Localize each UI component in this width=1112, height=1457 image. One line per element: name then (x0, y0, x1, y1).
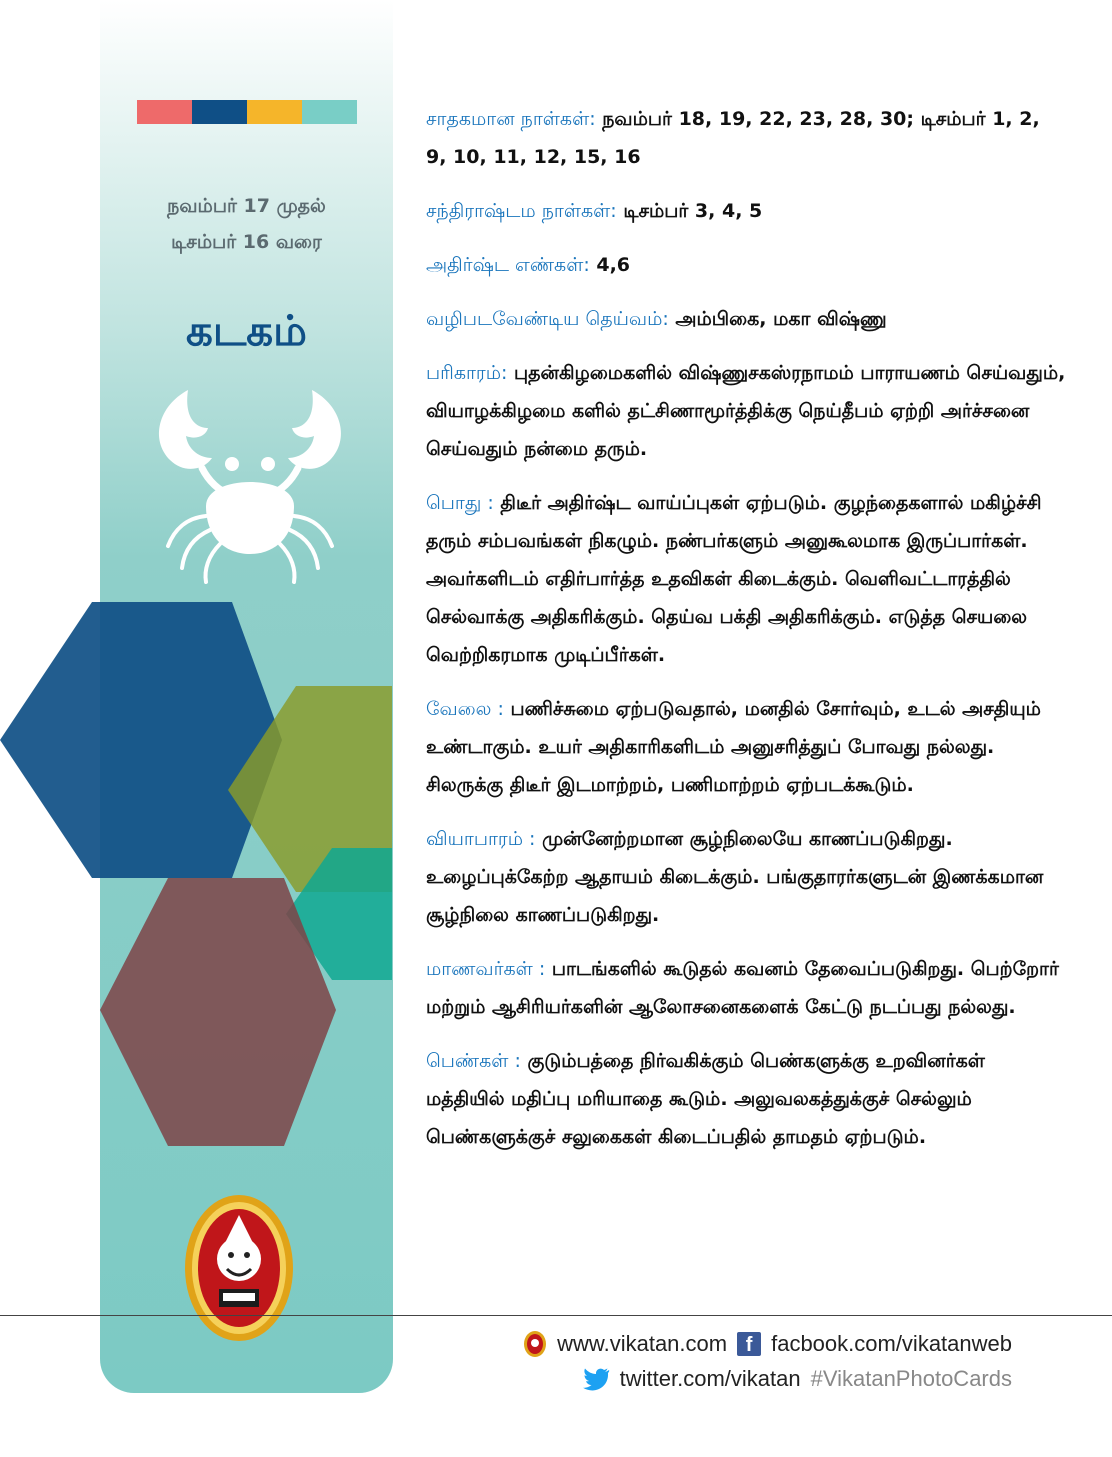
vikatan-small-logo-icon (523, 1330, 547, 1358)
students-label: மாணவர்கள் : (426, 958, 546, 980)
favourable-days-label: சாதகமான நாள்கள்: (426, 108, 596, 130)
horoscope-details (426, 100, 1066, 1172)
footer-divider (0, 1315, 1112, 1316)
business-text: முன்னேற்றமான சூழ்நிலையே காணப்படுகிறது. உழைப்புக்கேற்ற ஆதாயம் கிடைக்கும். பங்குதாரர்களுடன் இணக்கமான சூழ்நிலை காணப்படுகிறது. (426, 828, 1044, 926)
women-forecast (426, 1042, 1066, 1156)
chandrashtama-days (426, 192, 1066, 230)
work-text: பணிச்சுமை ஏற்படுவதால், மனதில் சோர்வும், உடல் அசதியும் உண்டாகும். உயர் அதிகாரிகளிடம் அனுசரித்துப் போவது நல்லது. சிலருக்கு திடீர் இடமாற்றம், பணிமாற்றம் ஏற்படக்கூடும். (426, 698, 1041, 796)
business-label: வியாபாரம் : (426, 828, 536, 850)
favourable-days (426, 100, 1066, 176)
remedy-text: புதன்கிழமைகளில் விஷ்ணுசகஸ்ரநாமம் பாராயணம் செய்வதும், வியாழக்கிழமை களில் தட்சிணாமூர்த்திக்கு நெய்தீபம் ஏற்றி அர்ச்சனை செய்வதும் நன்மை தரும். (426, 362, 1066, 460)
twitter-icon (582, 1367, 610, 1391)
vikatan-logo-icon (183, 1193, 295, 1343)
lucky-numbers-text: 4,6 (589, 254, 631, 276)
date-range (100, 188, 393, 260)
date-range-end: டிசம்பர் 16 வரை (171, 231, 322, 253)
hashtag: #VikatanPhotoCards (810, 1366, 1012, 1391)
lucky-numbers (426, 246, 1066, 284)
women-text: குடும்பத்தை நிர்வகிக்கும் பெண்களுக்கு உறவினர்கள் மத்தியில் மதிப்பு மரியாதை கூடும். அலுவலகத்துக்குச் செல்லும் பெண்களுக்குச் சலுகைகள் கிடைப்பதில் தாமதம் ஏற்படும். (426, 1050, 985, 1148)
deity-label: வழிபடவேண்டிய தெய்வம்: (426, 308, 669, 330)
chandrashtama-days-label: சந்திராஷ்டம நாள்கள்: (426, 200, 617, 222)
work-label: வேலை : (426, 698, 504, 720)
zodiac-sign-title: கடகம் (186, 306, 307, 355)
website-link[interactable]: www.vikatan.com (557, 1331, 728, 1356)
students-forecast (426, 950, 1066, 1026)
hexagon-decoration (0, 590, 400, 1170)
remedy (426, 354, 1066, 468)
color-strip-segment-4 (302, 100, 357, 124)
work-forecast (426, 690, 1066, 804)
women-label: பெண்கள் : (426, 1050, 521, 1072)
color-strip-segment-3 (247, 100, 302, 124)
crab-icon (140, 378, 360, 598)
general-text: திடீர் அதிர்ஷ்ட வாய்ப்புகள் ஏற்படும். குழந்தைகளால் மகிழ்ச்சி தரும் சம்பவங்கள் நிகழும். நண்பர்களும் அனுகூலமாக இருப்பார்கள். அவர்களிடம் எதிர்பார்த்த உதவிகள் கிடைக்கும். வெளிவட்டாரத்தில் செல்வாக்கு அதிகரிக்கும். தெய்வ பக்தி அதிகரிக்கும். எடுத்த செயலை வெற்றிகரமாக முடிப்பீர்கள். (426, 492, 1042, 666)
general-forecast (426, 484, 1066, 674)
color-strip-segment-1 (137, 100, 192, 124)
color-strip-segment-2 (192, 100, 247, 124)
footer-links (523, 1330, 1012, 1392)
business-forecast (426, 820, 1066, 934)
remedy-label: பரிகாரம்: (426, 362, 508, 384)
students-text: பாடங்களில் கூடுதல் கவனம் தேவைப்படுகிறது. பெற்றோர் மற்றும் ஆசிரியர்களின் ஆலோசனைகளைக் கேட்டு நடப்பது நல்லது. (426, 958, 1059, 1018)
chandrashtama-days-text: டிசம்பர் 3, 4, 5 (616, 200, 763, 222)
twitter-link[interactable]: twitter.com/vikatan (619, 1366, 801, 1391)
deity-to-worship (426, 300, 1066, 338)
date-range-start: நவம்பர் 17 முதல் (167, 195, 326, 217)
facebook-icon: f (737, 1332, 761, 1356)
deity-text: அம்பிகை, மகா விஷ்ணு (668, 308, 887, 330)
color-strip (137, 100, 357, 124)
lucky-numbers-label: அதிர்ஷ்ட எண்கள்: (426, 254, 590, 276)
favourable-days-text: நவம்பர் 18, 19, 22, 23, 28, 30; டிசம்பர் 1, 2, 9, 10, 11, 12, 15, 16 (426, 108, 1040, 168)
facebook-link[interactable]: facbook.com/vikatanweb (771, 1331, 1012, 1356)
general-label: பொது : (426, 492, 494, 514)
